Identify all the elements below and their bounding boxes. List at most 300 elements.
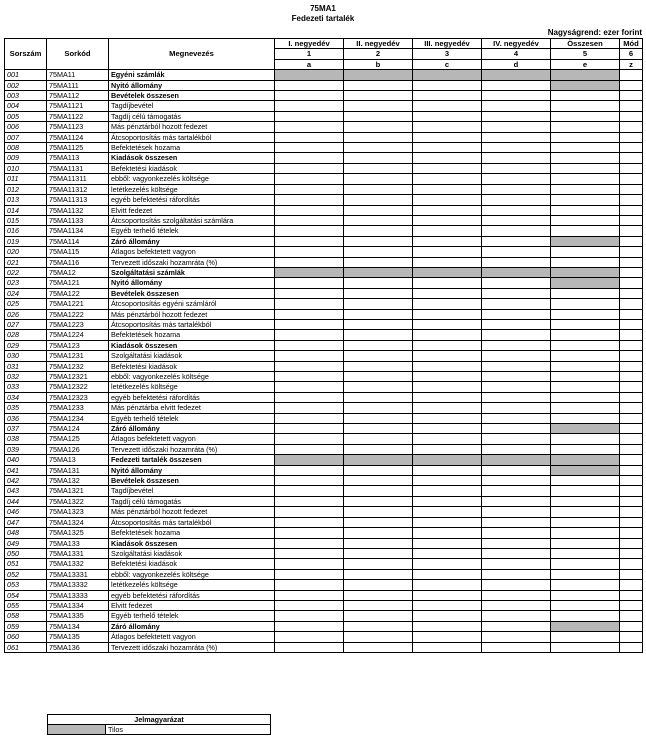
cell-q4[interactable] bbox=[482, 288, 551, 298]
cell-q1[interactable] bbox=[275, 174, 344, 184]
cell-total[interactable] bbox=[551, 538, 620, 548]
cell-total[interactable] bbox=[551, 403, 620, 413]
cell-q4[interactable] bbox=[482, 351, 551, 361]
cell-total[interactable] bbox=[551, 132, 620, 142]
cell-q2[interactable] bbox=[344, 382, 413, 392]
cell-q1[interactable] bbox=[275, 372, 344, 382]
cell-mod[interactable] bbox=[620, 580, 643, 590]
cell-q2[interactable] bbox=[344, 444, 413, 454]
cell-mod[interactable] bbox=[620, 226, 643, 236]
cell-q1[interactable] bbox=[275, 340, 344, 350]
cell-q4[interactable] bbox=[482, 632, 551, 642]
cell-total[interactable] bbox=[551, 496, 620, 506]
cell-q4[interactable] bbox=[482, 247, 551, 257]
cell-mod[interactable] bbox=[620, 153, 643, 163]
cell-q3[interactable] bbox=[413, 600, 482, 610]
cell-q3[interactable] bbox=[413, 465, 482, 475]
cell-q4[interactable] bbox=[482, 642, 551, 652]
cell-q1[interactable] bbox=[275, 153, 344, 163]
cell-q3[interactable] bbox=[413, 174, 482, 184]
cell-q2[interactable] bbox=[344, 122, 413, 132]
cell-q3[interactable] bbox=[413, 382, 482, 392]
cell-q1[interactable] bbox=[275, 111, 344, 121]
cell-total[interactable] bbox=[551, 486, 620, 496]
cell-mod[interactable] bbox=[620, 288, 643, 298]
cell-total[interactable] bbox=[551, 195, 620, 205]
cell-q3[interactable] bbox=[413, 496, 482, 506]
cell-q3[interactable] bbox=[413, 184, 482, 194]
cell-q1[interactable] bbox=[275, 288, 344, 298]
cell-mod[interactable] bbox=[620, 351, 643, 361]
cell-q1[interactable] bbox=[275, 569, 344, 579]
cell-total[interactable] bbox=[551, 476, 620, 486]
cell-q4[interactable] bbox=[482, 486, 551, 496]
cell-total[interactable] bbox=[551, 122, 620, 132]
cell-total[interactable] bbox=[551, 91, 620, 101]
cell-q1[interactable] bbox=[275, 351, 344, 361]
cell-q3[interactable] bbox=[413, 559, 482, 569]
cell-q3[interactable] bbox=[413, 80, 482, 90]
cell-q1[interactable] bbox=[275, 195, 344, 205]
cell-mod[interactable] bbox=[620, 257, 643, 267]
cell-mod[interactable] bbox=[620, 455, 643, 465]
cell-mod[interactable] bbox=[620, 517, 643, 527]
cell-mod[interactable] bbox=[620, 403, 643, 413]
cell-q1[interactable] bbox=[275, 319, 344, 329]
cell-total[interactable] bbox=[551, 611, 620, 621]
cell-q3[interactable] bbox=[413, 569, 482, 579]
cell-q2[interactable] bbox=[344, 361, 413, 371]
cell-mod[interactable] bbox=[620, 465, 643, 475]
cell-q2[interactable] bbox=[344, 528, 413, 538]
cell-total[interactable] bbox=[551, 184, 620, 194]
cell-q2[interactable] bbox=[344, 590, 413, 600]
cell-q4[interactable] bbox=[482, 122, 551, 132]
cell-q4[interactable] bbox=[482, 611, 551, 621]
cell-q4[interactable] bbox=[482, 403, 551, 413]
cell-mod[interactable] bbox=[620, 111, 643, 121]
cell-q4[interactable] bbox=[482, 236, 551, 246]
cell-mod[interactable] bbox=[620, 215, 643, 225]
cell-q3[interactable] bbox=[413, 319, 482, 329]
cell-q1[interactable] bbox=[275, 299, 344, 309]
cell-q1[interactable] bbox=[275, 143, 344, 153]
cell-mod[interactable] bbox=[620, 174, 643, 184]
cell-mod[interactable] bbox=[620, 444, 643, 454]
cell-total[interactable] bbox=[551, 247, 620, 257]
cell-total[interactable] bbox=[551, 226, 620, 236]
cell-mod[interactable] bbox=[620, 91, 643, 101]
cell-q3[interactable] bbox=[413, 247, 482, 257]
cell-q4[interactable] bbox=[482, 163, 551, 173]
cell-q1[interactable] bbox=[275, 330, 344, 340]
cell-mod[interactable] bbox=[620, 70, 643, 80]
cell-q1[interactable] bbox=[275, 226, 344, 236]
cell-q1[interactable] bbox=[275, 382, 344, 392]
cell-q1[interactable] bbox=[275, 413, 344, 423]
cell-q4[interactable] bbox=[482, 184, 551, 194]
cell-total[interactable] bbox=[551, 632, 620, 642]
cell-q2[interactable] bbox=[344, 226, 413, 236]
cell-q2[interactable] bbox=[344, 319, 413, 329]
cell-q2[interactable] bbox=[344, 153, 413, 163]
cell-total[interactable] bbox=[551, 111, 620, 121]
cell-q4[interactable] bbox=[482, 538, 551, 548]
cell-q1[interactable] bbox=[275, 538, 344, 548]
cell-total[interactable] bbox=[551, 600, 620, 610]
cell-mod[interactable] bbox=[620, 476, 643, 486]
cell-q2[interactable] bbox=[344, 465, 413, 475]
cell-total[interactable] bbox=[551, 372, 620, 382]
cell-q1[interactable] bbox=[275, 184, 344, 194]
cell-q2[interactable] bbox=[344, 559, 413, 569]
cell-q2[interactable] bbox=[344, 340, 413, 350]
cell-q4[interactable] bbox=[482, 528, 551, 538]
cell-q2[interactable] bbox=[344, 257, 413, 267]
cell-q4[interactable] bbox=[482, 548, 551, 558]
cell-q4[interactable] bbox=[482, 361, 551, 371]
cell-q4[interactable] bbox=[482, 392, 551, 402]
cell-q4[interactable] bbox=[482, 195, 551, 205]
cell-q1[interactable] bbox=[275, 486, 344, 496]
cell-q3[interactable] bbox=[413, 486, 482, 496]
cell-mod[interactable] bbox=[620, 236, 643, 246]
cell-mod[interactable] bbox=[620, 632, 643, 642]
cell-mod[interactable] bbox=[620, 496, 643, 506]
cell-q2[interactable] bbox=[344, 621, 413, 631]
cell-q2[interactable] bbox=[344, 184, 413, 194]
cell-q1[interactable] bbox=[275, 80, 344, 90]
cell-total[interactable] bbox=[551, 205, 620, 215]
cell-q3[interactable] bbox=[413, 507, 482, 517]
cell-q2[interactable] bbox=[344, 507, 413, 517]
cell-q4[interactable] bbox=[482, 299, 551, 309]
cell-q4[interactable] bbox=[482, 382, 551, 392]
cell-q1[interactable] bbox=[275, 559, 344, 569]
cell-q3[interactable] bbox=[413, 621, 482, 631]
cell-q3[interactable] bbox=[413, 299, 482, 309]
cell-q4[interactable] bbox=[482, 569, 551, 579]
cell-q3[interactable] bbox=[413, 413, 482, 423]
cell-q1[interactable] bbox=[275, 163, 344, 173]
cell-q1[interactable] bbox=[275, 215, 344, 225]
cell-q2[interactable] bbox=[344, 632, 413, 642]
cell-q1[interactable] bbox=[275, 632, 344, 642]
cell-q3[interactable] bbox=[413, 309, 482, 319]
cell-q2[interactable] bbox=[344, 548, 413, 558]
cell-total[interactable] bbox=[551, 215, 620, 225]
cell-mod[interactable] bbox=[620, 101, 643, 111]
cell-q3[interactable] bbox=[413, 351, 482, 361]
cell-total[interactable] bbox=[551, 559, 620, 569]
cell-q3[interactable] bbox=[413, 434, 482, 444]
cell-q4[interactable] bbox=[482, 580, 551, 590]
cell-q2[interactable] bbox=[344, 195, 413, 205]
cell-q3[interactable] bbox=[413, 340, 482, 350]
cell-q3[interactable] bbox=[413, 590, 482, 600]
cell-q2[interactable] bbox=[344, 80, 413, 90]
cell-q2[interactable] bbox=[344, 580, 413, 590]
cell-q2[interactable] bbox=[344, 413, 413, 423]
cell-mod[interactable] bbox=[620, 330, 643, 340]
cell-q1[interactable] bbox=[275, 465, 344, 475]
cell-total[interactable] bbox=[551, 340, 620, 350]
cell-total[interactable] bbox=[551, 309, 620, 319]
cell-q2[interactable] bbox=[344, 132, 413, 142]
cell-q1[interactable] bbox=[275, 621, 344, 631]
cell-mod[interactable] bbox=[620, 80, 643, 90]
cell-total[interactable] bbox=[551, 590, 620, 600]
cell-mod[interactable] bbox=[620, 184, 643, 194]
cell-mod[interactable] bbox=[620, 600, 643, 610]
cell-q2[interactable] bbox=[344, 424, 413, 434]
cell-q1[interactable] bbox=[275, 91, 344, 101]
cell-q2[interactable] bbox=[344, 403, 413, 413]
cell-q4[interactable] bbox=[482, 444, 551, 454]
cell-mod[interactable] bbox=[620, 309, 643, 319]
cell-q4[interactable] bbox=[482, 413, 551, 423]
cell-q1[interactable] bbox=[275, 507, 344, 517]
cell-q3[interactable] bbox=[413, 632, 482, 642]
cell-mod[interactable] bbox=[620, 132, 643, 142]
cell-mod[interactable] bbox=[620, 372, 643, 382]
cell-q3[interactable] bbox=[413, 372, 482, 382]
cell-mod[interactable] bbox=[620, 548, 643, 558]
cell-total[interactable] bbox=[551, 257, 620, 267]
cell-mod[interactable] bbox=[620, 486, 643, 496]
cell-q3[interactable] bbox=[413, 528, 482, 538]
cell-q3[interactable] bbox=[413, 330, 482, 340]
cell-mod[interactable] bbox=[620, 340, 643, 350]
cell-q4[interactable] bbox=[482, 278, 551, 288]
cell-q1[interactable] bbox=[275, 278, 344, 288]
cell-total[interactable] bbox=[551, 351, 620, 361]
cell-q1[interactable] bbox=[275, 101, 344, 111]
cell-total[interactable] bbox=[551, 392, 620, 402]
cell-q2[interactable] bbox=[344, 372, 413, 382]
cell-mod[interactable] bbox=[620, 424, 643, 434]
cell-mod[interactable] bbox=[620, 559, 643, 569]
cell-q2[interactable] bbox=[344, 91, 413, 101]
cell-q4[interactable] bbox=[482, 91, 551, 101]
cell-q1[interactable] bbox=[275, 309, 344, 319]
cell-mod[interactable] bbox=[620, 590, 643, 600]
cell-total[interactable] bbox=[551, 548, 620, 558]
cell-mod[interactable] bbox=[620, 299, 643, 309]
cell-q1[interactable] bbox=[275, 611, 344, 621]
cell-q3[interactable] bbox=[413, 236, 482, 246]
cell-mod[interactable] bbox=[620, 538, 643, 548]
cell-q1[interactable] bbox=[275, 403, 344, 413]
cell-q4[interactable] bbox=[482, 559, 551, 569]
cell-total[interactable] bbox=[551, 569, 620, 579]
cell-q4[interactable] bbox=[482, 257, 551, 267]
cell-q3[interactable] bbox=[413, 101, 482, 111]
cell-q1[interactable] bbox=[275, 132, 344, 142]
cell-q4[interactable] bbox=[482, 600, 551, 610]
cell-q3[interactable] bbox=[413, 424, 482, 434]
cell-q2[interactable] bbox=[344, 330, 413, 340]
cell-q2[interactable] bbox=[344, 600, 413, 610]
cell-q3[interactable] bbox=[413, 143, 482, 153]
cell-q4[interactable] bbox=[482, 465, 551, 475]
cell-q2[interactable] bbox=[344, 517, 413, 527]
cell-q4[interactable] bbox=[482, 143, 551, 153]
cell-q1[interactable] bbox=[275, 600, 344, 610]
cell-q1[interactable] bbox=[275, 247, 344, 257]
cell-q1[interactable] bbox=[275, 476, 344, 486]
cell-total[interactable] bbox=[551, 580, 620, 590]
cell-q3[interactable] bbox=[413, 361, 482, 371]
cell-q4[interactable] bbox=[482, 101, 551, 111]
cell-mod[interactable] bbox=[620, 247, 643, 257]
cell-q3[interactable] bbox=[413, 215, 482, 225]
cell-q4[interactable] bbox=[482, 590, 551, 600]
cell-total[interactable] bbox=[551, 299, 620, 309]
cell-q3[interactable] bbox=[413, 205, 482, 215]
cell-q2[interactable] bbox=[344, 174, 413, 184]
cell-q2[interactable] bbox=[344, 163, 413, 173]
cell-q1[interactable] bbox=[275, 642, 344, 652]
cell-q4[interactable] bbox=[482, 496, 551, 506]
cell-q3[interactable] bbox=[413, 91, 482, 101]
cell-q3[interactable] bbox=[413, 392, 482, 402]
cell-q2[interactable] bbox=[344, 143, 413, 153]
cell-q3[interactable] bbox=[413, 278, 482, 288]
cell-q2[interactable] bbox=[344, 611, 413, 621]
cell-q1[interactable] bbox=[275, 434, 344, 444]
cell-q1[interactable] bbox=[275, 205, 344, 215]
cell-mod[interactable] bbox=[620, 163, 643, 173]
cell-total[interactable] bbox=[551, 174, 620, 184]
cell-q2[interactable] bbox=[344, 496, 413, 506]
cell-q2[interactable] bbox=[344, 392, 413, 402]
cell-q1[interactable] bbox=[275, 361, 344, 371]
cell-q3[interactable] bbox=[413, 403, 482, 413]
cell-q3[interactable] bbox=[413, 611, 482, 621]
cell-mod[interactable] bbox=[620, 122, 643, 132]
cell-q3[interactable] bbox=[413, 517, 482, 527]
cell-q2[interactable] bbox=[344, 486, 413, 496]
cell-mod[interactable] bbox=[620, 621, 643, 631]
cell-q1[interactable] bbox=[275, 444, 344, 454]
cell-q2[interactable] bbox=[344, 205, 413, 215]
cell-q2[interactable] bbox=[344, 288, 413, 298]
cell-q4[interactable] bbox=[482, 309, 551, 319]
cell-q4[interactable] bbox=[482, 517, 551, 527]
cell-q1[interactable] bbox=[275, 580, 344, 590]
cell-total[interactable] bbox=[551, 319, 620, 329]
cell-total[interactable] bbox=[551, 143, 620, 153]
cell-q3[interactable] bbox=[413, 288, 482, 298]
cell-total[interactable] bbox=[551, 361, 620, 371]
cell-total[interactable] bbox=[551, 507, 620, 517]
cell-q3[interactable] bbox=[413, 132, 482, 142]
cell-total[interactable] bbox=[551, 434, 620, 444]
cell-mod[interactable] bbox=[620, 507, 643, 517]
cell-q3[interactable] bbox=[413, 111, 482, 121]
cell-q3[interactable] bbox=[413, 538, 482, 548]
cell-total[interactable] bbox=[551, 528, 620, 538]
cell-mod[interactable] bbox=[620, 205, 643, 215]
cell-q1[interactable] bbox=[275, 392, 344, 402]
cell-q1[interactable] bbox=[275, 122, 344, 132]
cell-q4[interactable] bbox=[482, 205, 551, 215]
cell-total[interactable] bbox=[551, 517, 620, 527]
cell-q4[interactable] bbox=[482, 340, 551, 350]
cell-q3[interactable] bbox=[413, 476, 482, 486]
cell-mod[interactable] bbox=[620, 569, 643, 579]
cell-q2[interactable] bbox=[344, 309, 413, 319]
cell-mod[interactable] bbox=[620, 528, 643, 538]
cell-q1[interactable] bbox=[275, 496, 344, 506]
cell-q1[interactable] bbox=[275, 528, 344, 538]
cell-q4[interactable] bbox=[482, 476, 551, 486]
cell-mod[interactable] bbox=[620, 267, 643, 277]
cell-mod[interactable] bbox=[620, 382, 643, 392]
cell-q3[interactable] bbox=[413, 195, 482, 205]
cell-q2[interactable] bbox=[344, 569, 413, 579]
cell-q1[interactable] bbox=[275, 424, 344, 434]
cell-mod[interactable] bbox=[620, 143, 643, 153]
cell-total[interactable] bbox=[551, 153, 620, 163]
cell-q4[interactable] bbox=[482, 174, 551, 184]
cell-q3[interactable] bbox=[413, 163, 482, 173]
cell-q2[interactable] bbox=[344, 278, 413, 288]
cell-q2[interactable] bbox=[344, 476, 413, 486]
cell-q4[interactable] bbox=[482, 507, 551, 517]
cell-q2[interactable] bbox=[344, 299, 413, 309]
cell-q2[interactable] bbox=[344, 351, 413, 361]
cell-q4[interactable] bbox=[482, 111, 551, 121]
cell-total[interactable] bbox=[551, 413, 620, 423]
cell-q4[interactable] bbox=[482, 621, 551, 631]
cell-q4[interactable] bbox=[482, 330, 551, 340]
cell-total[interactable] bbox=[551, 163, 620, 173]
cell-q4[interactable] bbox=[482, 319, 551, 329]
cell-mod[interactable] bbox=[620, 278, 643, 288]
cell-q3[interactable] bbox=[413, 257, 482, 267]
cell-q3[interactable] bbox=[413, 153, 482, 163]
cell-mod[interactable] bbox=[620, 434, 643, 444]
cell-q4[interactable] bbox=[482, 132, 551, 142]
cell-q4[interactable] bbox=[482, 226, 551, 236]
cell-total[interactable] bbox=[551, 330, 620, 340]
cell-q3[interactable] bbox=[413, 642, 482, 652]
cell-q1[interactable] bbox=[275, 257, 344, 267]
cell-q2[interactable] bbox=[344, 111, 413, 121]
cell-total[interactable] bbox=[551, 101, 620, 111]
cell-mod[interactable] bbox=[620, 361, 643, 371]
cell-mod[interactable] bbox=[620, 611, 643, 621]
cell-q2[interactable] bbox=[344, 642, 413, 652]
cell-q1[interactable] bbox=[275, 517, 344, 527]
cell-mod[interactable] bbox=[620, 195, 643, 205]
cell-mod[interactable] bbox=[620, 642, 643, 652]
cell-q4[interactable] bbox=[482, 372, 551, 382]
cell-q1[interactable] bbox=[275, 236, 344, 246]
cell-total[interactable] bbox=[551, 382, 620, 392]
cell-q3[interactable] bbox=[413, 548, 482, 558]
cell-q3[interactable] bbox=[413, 580, 482, 590]
cell-q1[interactable] bbox=[275, 590, 344, 600]
cell-q2[interactable] bbox=[344, 247, 413, 257]
cell-total[interactable] bbox=[551, 642, 620, 652]
cell-q2[interactable] bbox=[344, 215, 413, 225]
cell-q4[interactable] bbox=[482, 215, 551, 225]
cell-q4[interactable] bbox=[482, 424, 551, 434]
cell-mod[interactable] bbox=[620, 413, 643, 423]
